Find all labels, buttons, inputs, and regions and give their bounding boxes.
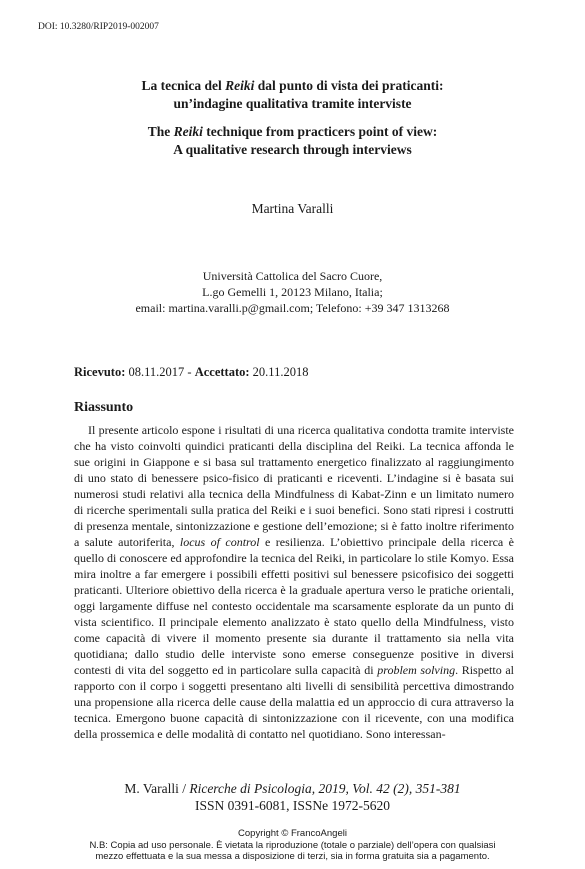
abstract-heading: Riassunto <box>74 400 134 415</box>
copyright-notice <box>0 828 585 863</box>
title-english-reiki: Reiki <box>173 124 203 139</box>
citation-issn: ISSN 0391-6081, ISSNe 1972-5620 <box>194 798 390 813</box>
received-label: Ricevuto: <box>74 365 126 379</box>
title-italian-line1: La tecnica del Reiki dal punto di vista dei praticanti: <box>141 78 444 93</box>
citation-line: M. Varalli / Ricerche di Psicologia, 2019, Vol. 42 (2), 351-381 <box>124 781 461 796</box>
submission-dates <box>74 365 308 380</box>
copyright-note-line1: N.B: Copia ad uso personale. È vietata la riproduzione (totale o parziale) dell’opera con qualsiasi <box>89 839 496 851</box>
citation-journal: Ricerche di Psicologia, 2019, Vol. 42 (2), 351-381 <box>189 781 461 796</box>
affiliation-contact: email: martina.varalli.p@gmail.com; Telefono: +39 347 1313268 <box>135 301 450 315</box>
affiliation-institution: Università Cattolica del Sacro Cuore, <box>202 269 383 283</box>
abstract-italic-locus: locus of control <box>179 535 260 549</box>
copyright-line: Copyright © FrancoAngeli <box>238 828 347 839</box>
title-english <box>0 123 585 159</box>
affiliation <box>0 268 585 316</box>
journal-citation <box>0 780 585 814</box>
accepted-date: 20.11.2018 <box>249 365 309 379</box>
affiliation-address: L.go Gemelli 1, 20123 Milano, Italia; <box>202 285 383 299</box>
abstract-body: Il presente articolo espone i risultati di una ricerca qualitativa condotta tramite interviste che ha visto coinvolti quindici praticanti della disciplina del Reiki. La tecnica affonda le sue origini in Giappone e si basa sul trattamento energetico finalizzato al raggiungimento di uno stato di benessere psico-fisico di praticanti e riceventi. L’indagine si è basata sui numerosi studi relativi alla tecnica della Mindfulness di Kabat-Zinn e un limitato numero di ricerche sperimentali sulla pratica del Reiki e i suoi benefici. Sono stati ripresi i costrutti di presenza mentale, sintonizzazione e gestione dell’emozione; si è fatto inoltre riferimento a salute autoriferita, locus of control e resilienza. L’obiettivo principale della ricerca è quello di conoscere ed approfondire la tecnica del Reiki, in particolare lo stile Komyo. Essa mira inoltre a far emergere i possibili effetti positivi sul benessere psicofisico dei soggetti praticanti. Ulteriore obiettivo della ricerca è la graduale apertura verso le pratiche orientali, oggi largamente diffuse nel contesto occidentale ma scarsamente esplorate da un punto di vista scientifico. Il principale elemento analizzato è stato quello della Mindfulness, visto come capacità di vivere il momento presente sia durante il trattamento sia nella vita quotidiana; dallo studio delle interviste sono emerse conseguenze positive in diversi contesti di vita del soggetto ed in particolare sulla capacità di problem solving. Rispetto al rapporto con il corpo i soggetti presentano alti livelli di sensibilità percettiva dimostrando una propensione alla ricerca delle cause della malattia ed un approccio di cura attraverso la tecnica. Emergono buone capacità di sintonizzazione con il ricevente, con una modifica della prossemica e delle modalità di contatto nel quotidiano. Sono interessan- <box>74 423 515 741</box>
title-italian-reiki: Reiki <box>225 78 255 93</box>
title-italian-line2: un’indagine qualitativa tramite interviste <box>173 96 412 111</box>
title-italian <box>0 77 585 113</box>
accepted-label: Accettato: <box>194 365 250 379</box>
abstract-italic-problem: problem solving <box>377 663 456 677</box>
doi-line: DOI: 10.3280/RIP2019-002007 <box>38 22 159 32</box>
title-english-line1: The Reiki technique from practicers point of view: <box>147 124 438 139</box>
copyright-note-line2: mezzo effettuata e la sua messa a disposizione di terzi, sia in forma gratuita sia a pagamento. <box>95 851 490 862</box>
title-english-line2: A qualitative research through interviews <box>173 142 412 157</box>
author-name: Martina Varalli <box>251 201 334 216</box>
received-date: 08.11.2017 - <box>125 365 195 379</box>
